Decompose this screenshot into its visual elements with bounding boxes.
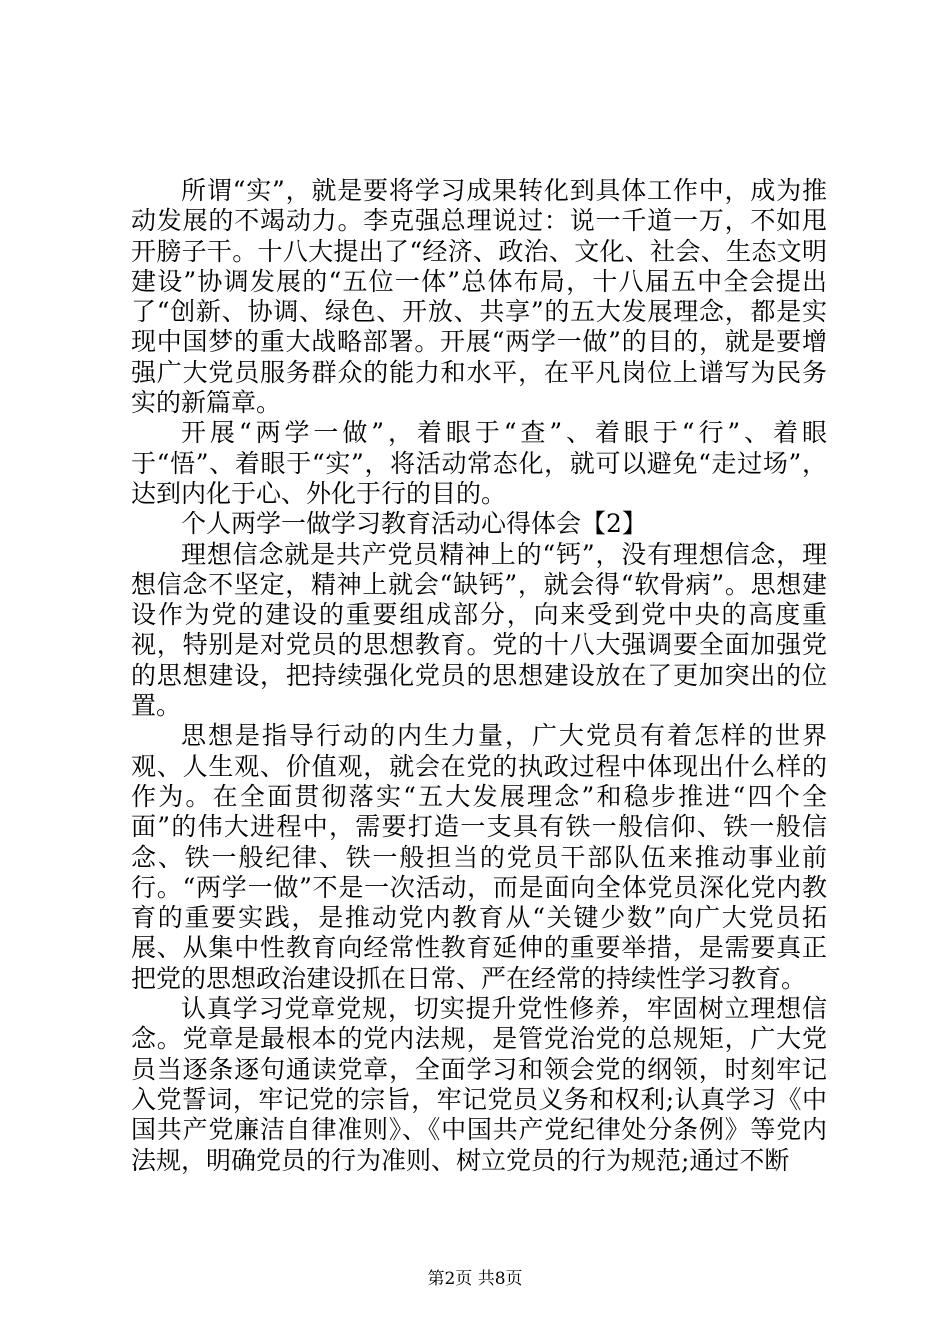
- body-paragraph-2: 开展“两学一做”，着眼于“查”、着眼于“行”、着眼于“悟”、着眼于“实”，将活动常态化，就可以避免“走过场”，达到内化于心、外化于行的目的。: [131, 418, 827, 508]
- body-paragraph-4: 思想是指导行动的内生力量，广大党员有着怎样的世界观、人生观、价值观，就会在党的执政过程中体现出什么样的作为。在全面贯彻落实“五大发展理念”和稳步推进“四个全面”的伟大进程中，需要打造一支具有铁一般信仰、铁一般信念、铁一般纪律、铁一般担当的党员干部队伍来推动事业前行。“两学一做”不是一次活动，而是面向全体党员深化党内教育的重要实践，是推动党内教育从“关键少数”向广大党员拓展、从集中性教育向经常性教育延伸的重要举措，是需要真正把党的思想政治建设抓在日常、严在经常的持续性学习教育。: [131, 721, 827, 993]
- body-paragraph-3: 理想信念就是共产党员精神上的“钙”，没有理想信念，理想信念不坚定，精神上就会“缺钙”，就会得“软骨病”。思想建设作为党的建设的重要组成部分，向来受到党中央的高度重视，特别是对党员的思想教育。党的十八大强调要全面加强党的思想建设，把持续强化党员的思想建设放在了更加突出的位置。: [131, 539, 827, 721]
- page-number-footer: 第2页 共8页: [427, 1269, 523, 1289]
- section-title: 个人两学一做学习教育活动心得体会【2】: [181, 509, 647, 539]
- body-paragraph-1: 所谓“实”，就是要将学习成果转化到具体工作中，成为推动发展的不竭动力。李克强总理说过：说一千道一万，不如甩开膀子干。十八大提出了“经济、政治、文化、社会、生态文明建设”协调发展的“五位一体”总体布局，十八届五中全会提出了“创新、协调、绿色、开放、共享”的五大发展理念，都是实现中国梦的重大战略部署。开展“两学一做”的目的，就是要增强广大党员服务群众的能力和水平，在平凡岗位上谱写为民务实的新篇章。: [131, 176, 827, 418]
- body-paragraph-5: 认真学习党章党规，切实提升党性修养，牢固树立理想信念。党章是最根本的党内法规，是管党治党的总规矩，广大党员当逐条逐句通读党章，全面学习和领会党的纲领，时刻牢记入党誓词，牢记党的宗旨，牢记党员义务和权利;认真学习《中国共产党廉洁自律准则》、《中国共产党纪律处分条例》等党内法规，明确党员的行为准则、树立党员的行为规范;通过不断: [131, 994, 827, 1175]
- document-body: [131, 176, 827, 1176]
